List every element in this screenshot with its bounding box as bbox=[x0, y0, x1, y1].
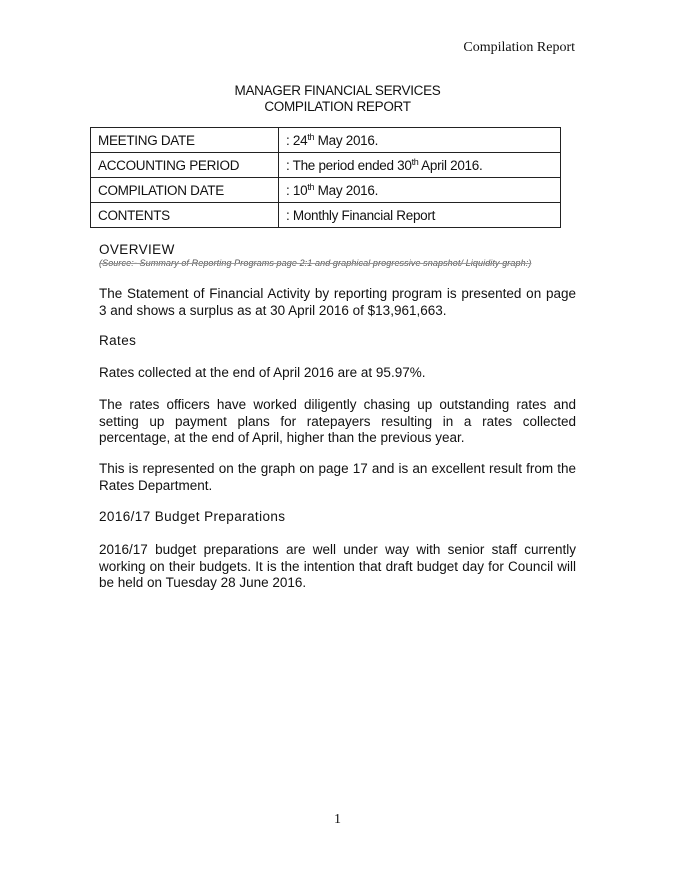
rates-paragraph-3: This is represented on the graph on page 17 and is an excellent result from the Rates Department. bbox=[99, 461, 576, 493]
ordinal-suffix: th bbox=[411, 156, 419, 167]
report-title-line-1: MANAGER FINANCIAL SERVICES bbox=[234, 83, 441, 98]
overview-source-note: (Source:- Summary of Reporting Programs page 2:1 and graphical progressive snapshot/ Liquidity graph:) bbox=[99, 258, 532, 268]
contents-label: CONTENTS bbox=[91, 203, 279, 228]
meeting-date-value bbox=[279, 128, 561, 153]
running-header: Compilation Report bbox=[463, 40, 575, 55]
meeting-date-value-rest: May 2016. bbox=[314, 132, 379, 148]
compilation-date-value bbox=[279, 178, 561, 203]
compilation-date-label: COMPILATION DATE bbox=[91, 178, 279, 203]
rates-paragraph-2: The rates officers have worked diligently chasing up outstanding rates and setting up payment plans for ratepayers resulting in a rates collected percentage, at the end of April, higher than the previous year. bbox=[99, 397, 576, 445]
ordinal-suffix: th bbox=[307, 131, 315, 142]
table-row bbox=[91, 153, 561, 178]
report-title-line-2: COMPILATION REPORT bbox=[264, 99, 411, 114]
budget-paragraph: 2016/17 budget preparations are well under way with senior staff currently working on their budgets. It is the intention that draft budget day for Council will be held on Tuesday 28 June 2016. bbox=[99, 542, 576, 590]
table-row bbox=[91, 203, 561, 228]
contents-value: : Monthly Financial Report bbox=[279, 203, 561, 228]
accounting-period-value-text: : The period ended 30 bbox=[286, 157, 412, 173]
accounting-period-value bbox=[279, 153, 561, 178]
table-row bbox=[91, 178, 561, 203]
table-row bbox=[91, 128, 561, 153]
meeting-date-value-text: : 24 bbox=[286, 132, 308, 148]
page-number: 1 bbox=[334, 812, 341, 827]
rates-heading: Rates bbox=[99, 333, 137, 348]
compilation-date-value-rest: May 2016. bbox=[314, 182, 379, 198]
meeting-details-table bbox=[90, 127, 561, 228]
overview-paragraph: The Statement of Financial Activity by reporting program is presented on page 3 and shows a surplus as at 30 April 2016 of $13,961,663. bbox=[99, 286, 576, 318]
accounting-period-label: ACCOUNTING PERIOD bbox=[91, 153, 279, 178]
budget-heading: 2016/17 Budget Preparations bbox=[99, 509, 286, 524]
meeting-date-label: MEETING DATE bbox=[91, 128, 279, 153]
compilation-date-value-text: : 10 bbox=[286, 182, 308, 198]
accounting-period-value-rest: April 2016. bbox=[418, 157, 483, 173]
overview-heading: OVERVIEW bbox=[99, 242, 175, 257]
rates-paragraph-1: Rates collected at the end of April 2016 are at 95.97%. bbox=[99, 365, 426, 380]
ordinal-suffix: th bbox=[307, 181, 315, 192]
